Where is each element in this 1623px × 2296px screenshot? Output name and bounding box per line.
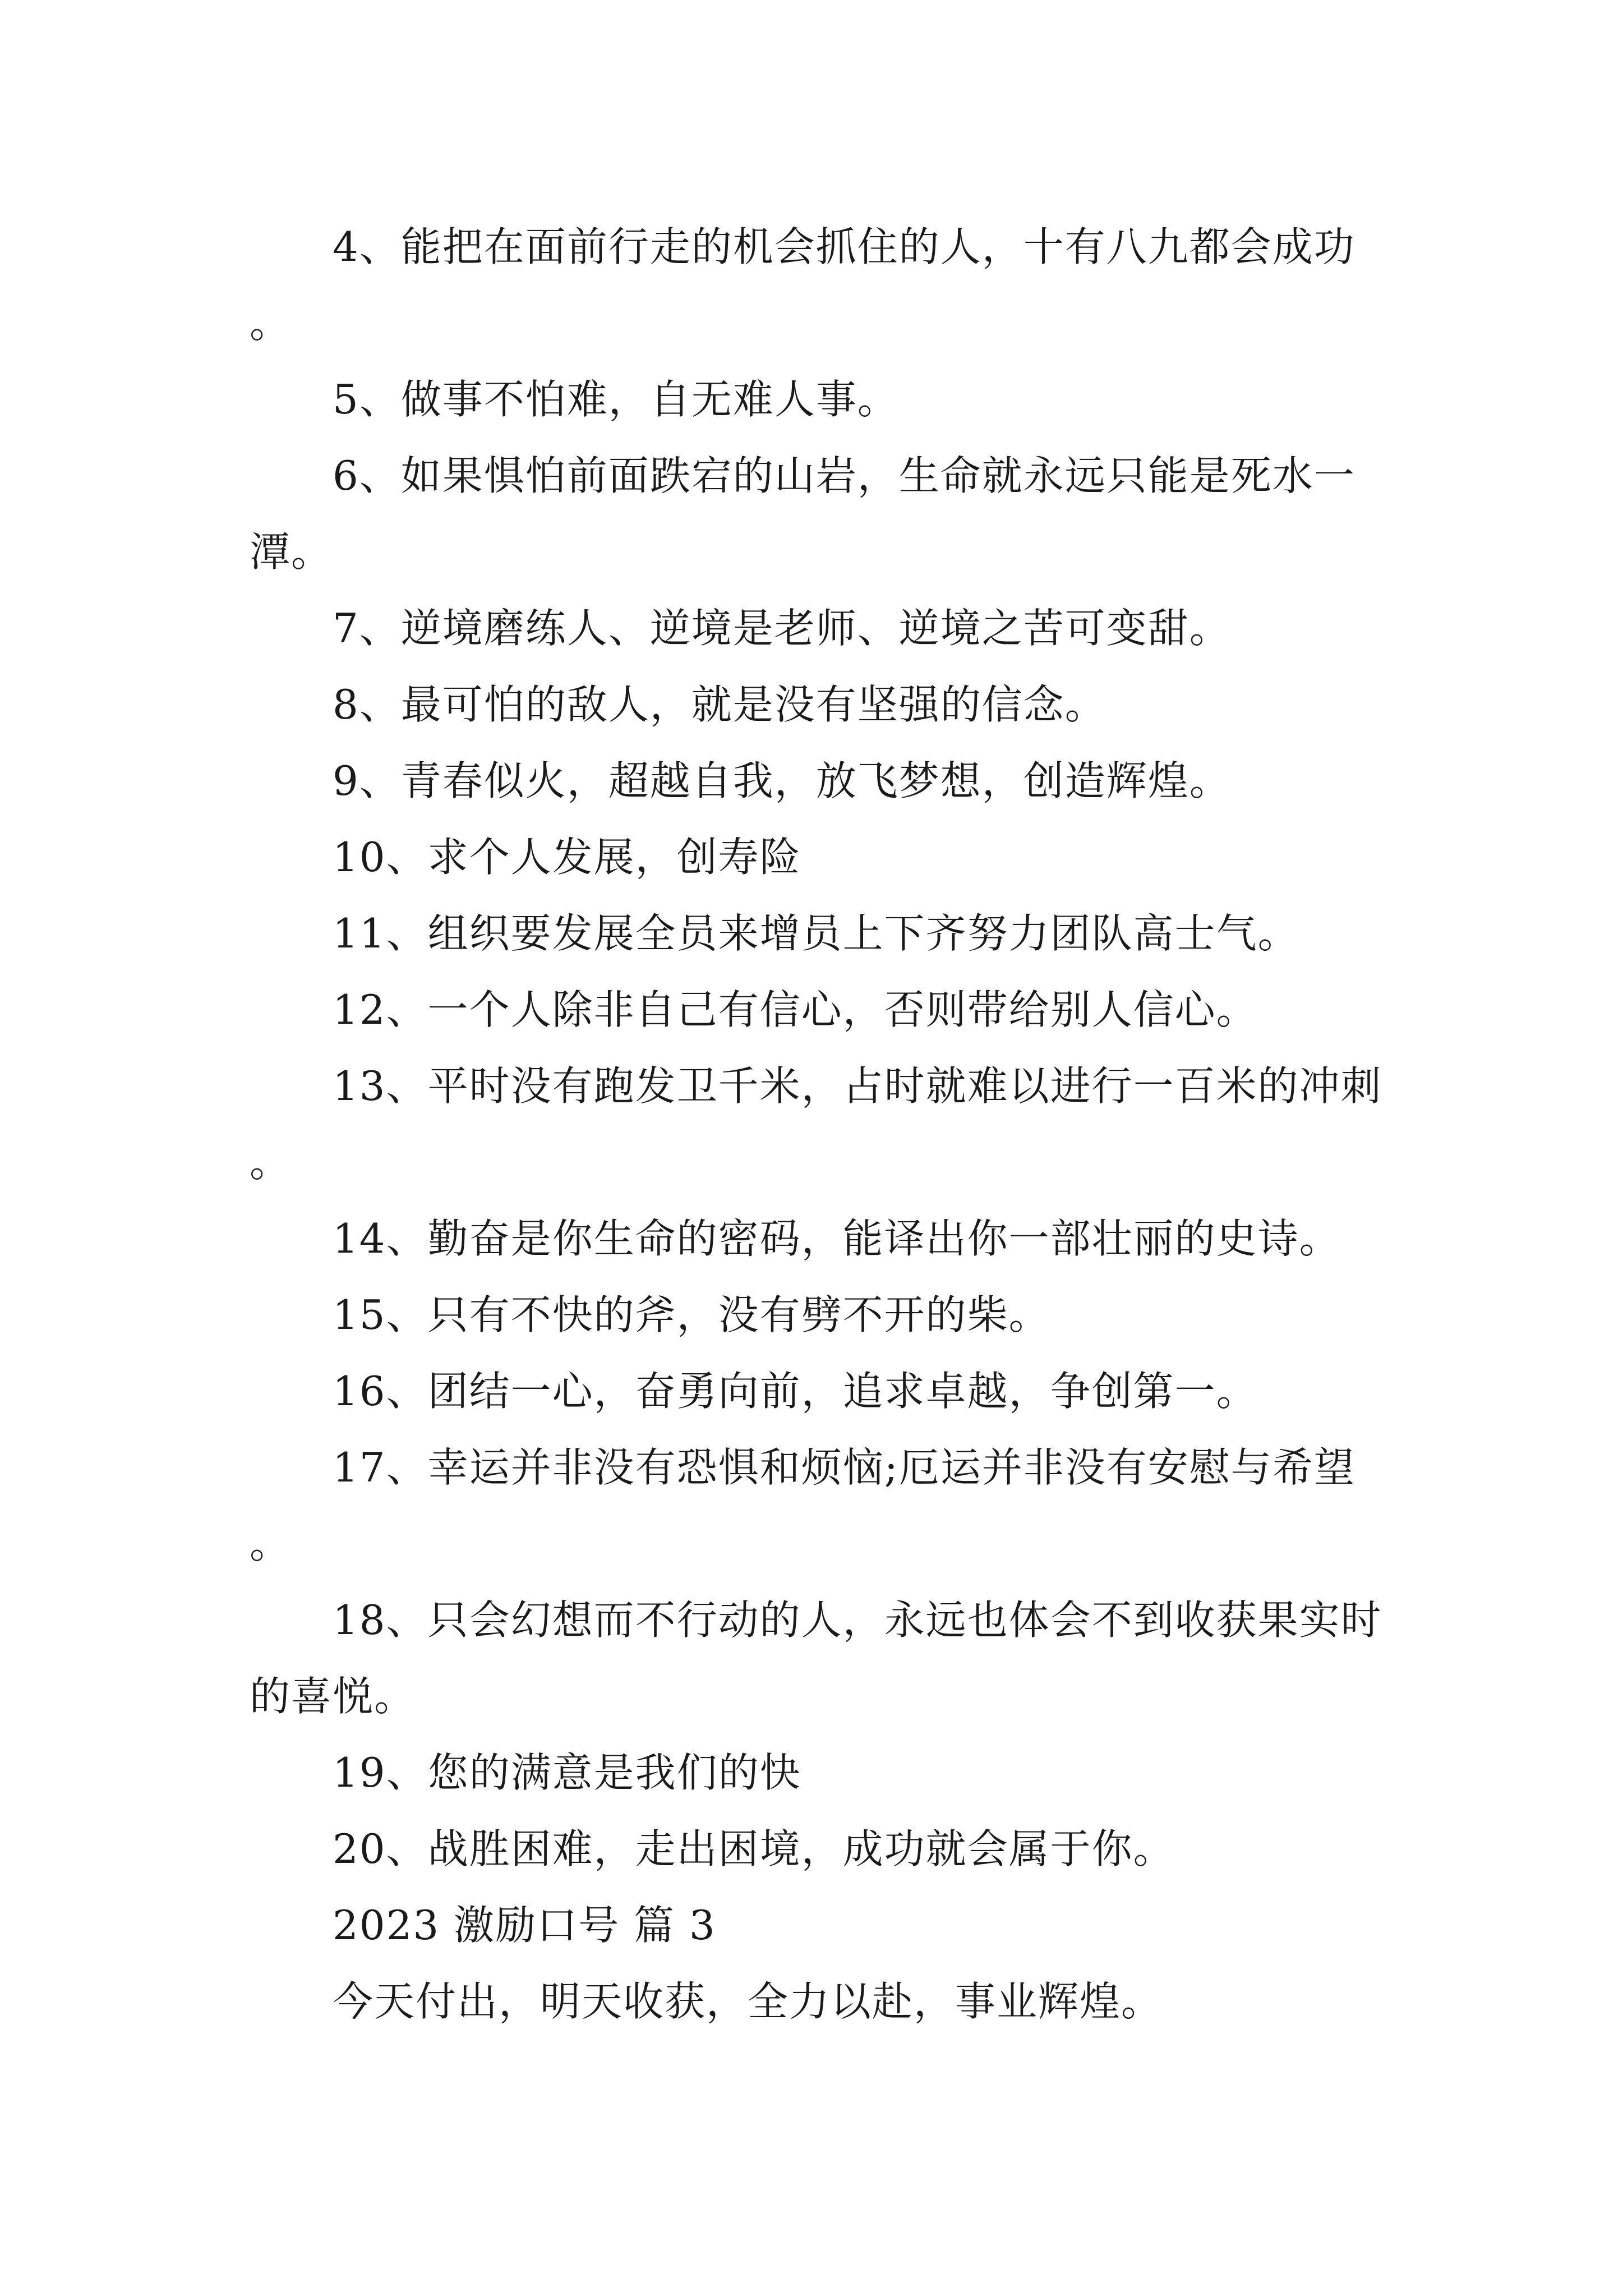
paragraph-16: 16、团结一心，奋勇向前，追求卓越，争创第一。 — [333, 1368, 1258, 1415]
document-body — [250, 209, 1388, 2040]
paragraph-18: 18、只会幻想而不行动的人，永远也体会不到收获果实时的喜悦。 — [250, 1596, 1382, 1720]
paragraph-8: 8、最可怕的敌人，就是没有坚强的信念。 — [333, 681, 1106, 728]
paragraph-15: 15、只有不快的斧，没有劈不开的柴。 — [333, 1291, 1050, 1338]
section-first-line: 今天付出，明天收获，全力以赴，事业辉煌。 — [333, 1978, 1163, 2025]
paragraph-11: 11、组织要发展全员来增员上下齐努力团队高士气。 — [333, 910, 1299, 957]
paragraph-4: 4、能把在面前行走的机会抓住的人，十有八九都会成功。 — [250, 223, 1355, 347]
section-heading: 2023 激励口号 篇 3 — [333, 1902, 716, 1949]
paragraph-19: 19、您的满意是我们的快 — [333, 1749, 801, 1796]
paragraph-10: 10、求个人发展，创寿险 — [333, 834, 801, 881]
paragraph-12: 12、一个人除非自己有信心，否则带给别人信心。 — [333, 986, 1258, 1033]
paragraph-14: 14、勤奋是你生命的密码，能译出你一部壮丽的史诗。 — [333, 1215, 1341, 1262]
paragraph-17: 17、幸运并非没有恐惧和烦恼;厄运并非没有安慰与希望。 — [250, 1444, 1355, 1567]
paragraph-5: 5、做事不怕难，自无难人事。 — [333, 376, 899, 423]
paragraph-7: 7、逆境磨练人、逆境是老师、逆境之苦可变甜。 — [333, 605, 1231, 652]
paragraph-9: 9、青春似火，超越自我，放飞梦想，创造辉煌。 — [333, 757, 1231, 804]
paragraph-20: 20、战胜困难，走出困境，成功就会属于你。 — [333, 1825, 1175, 1872]
paragraph-13: 13、平时没有跑发卫千米，占时就难以进行一百米的冲刺。 — [250, 1062, 1382, 1186]
paragraph-6: 6、如果惧怕前面跌宕的山岩，生命就永远只能是死水一潭。 — [250, 452, 1355, 576]
